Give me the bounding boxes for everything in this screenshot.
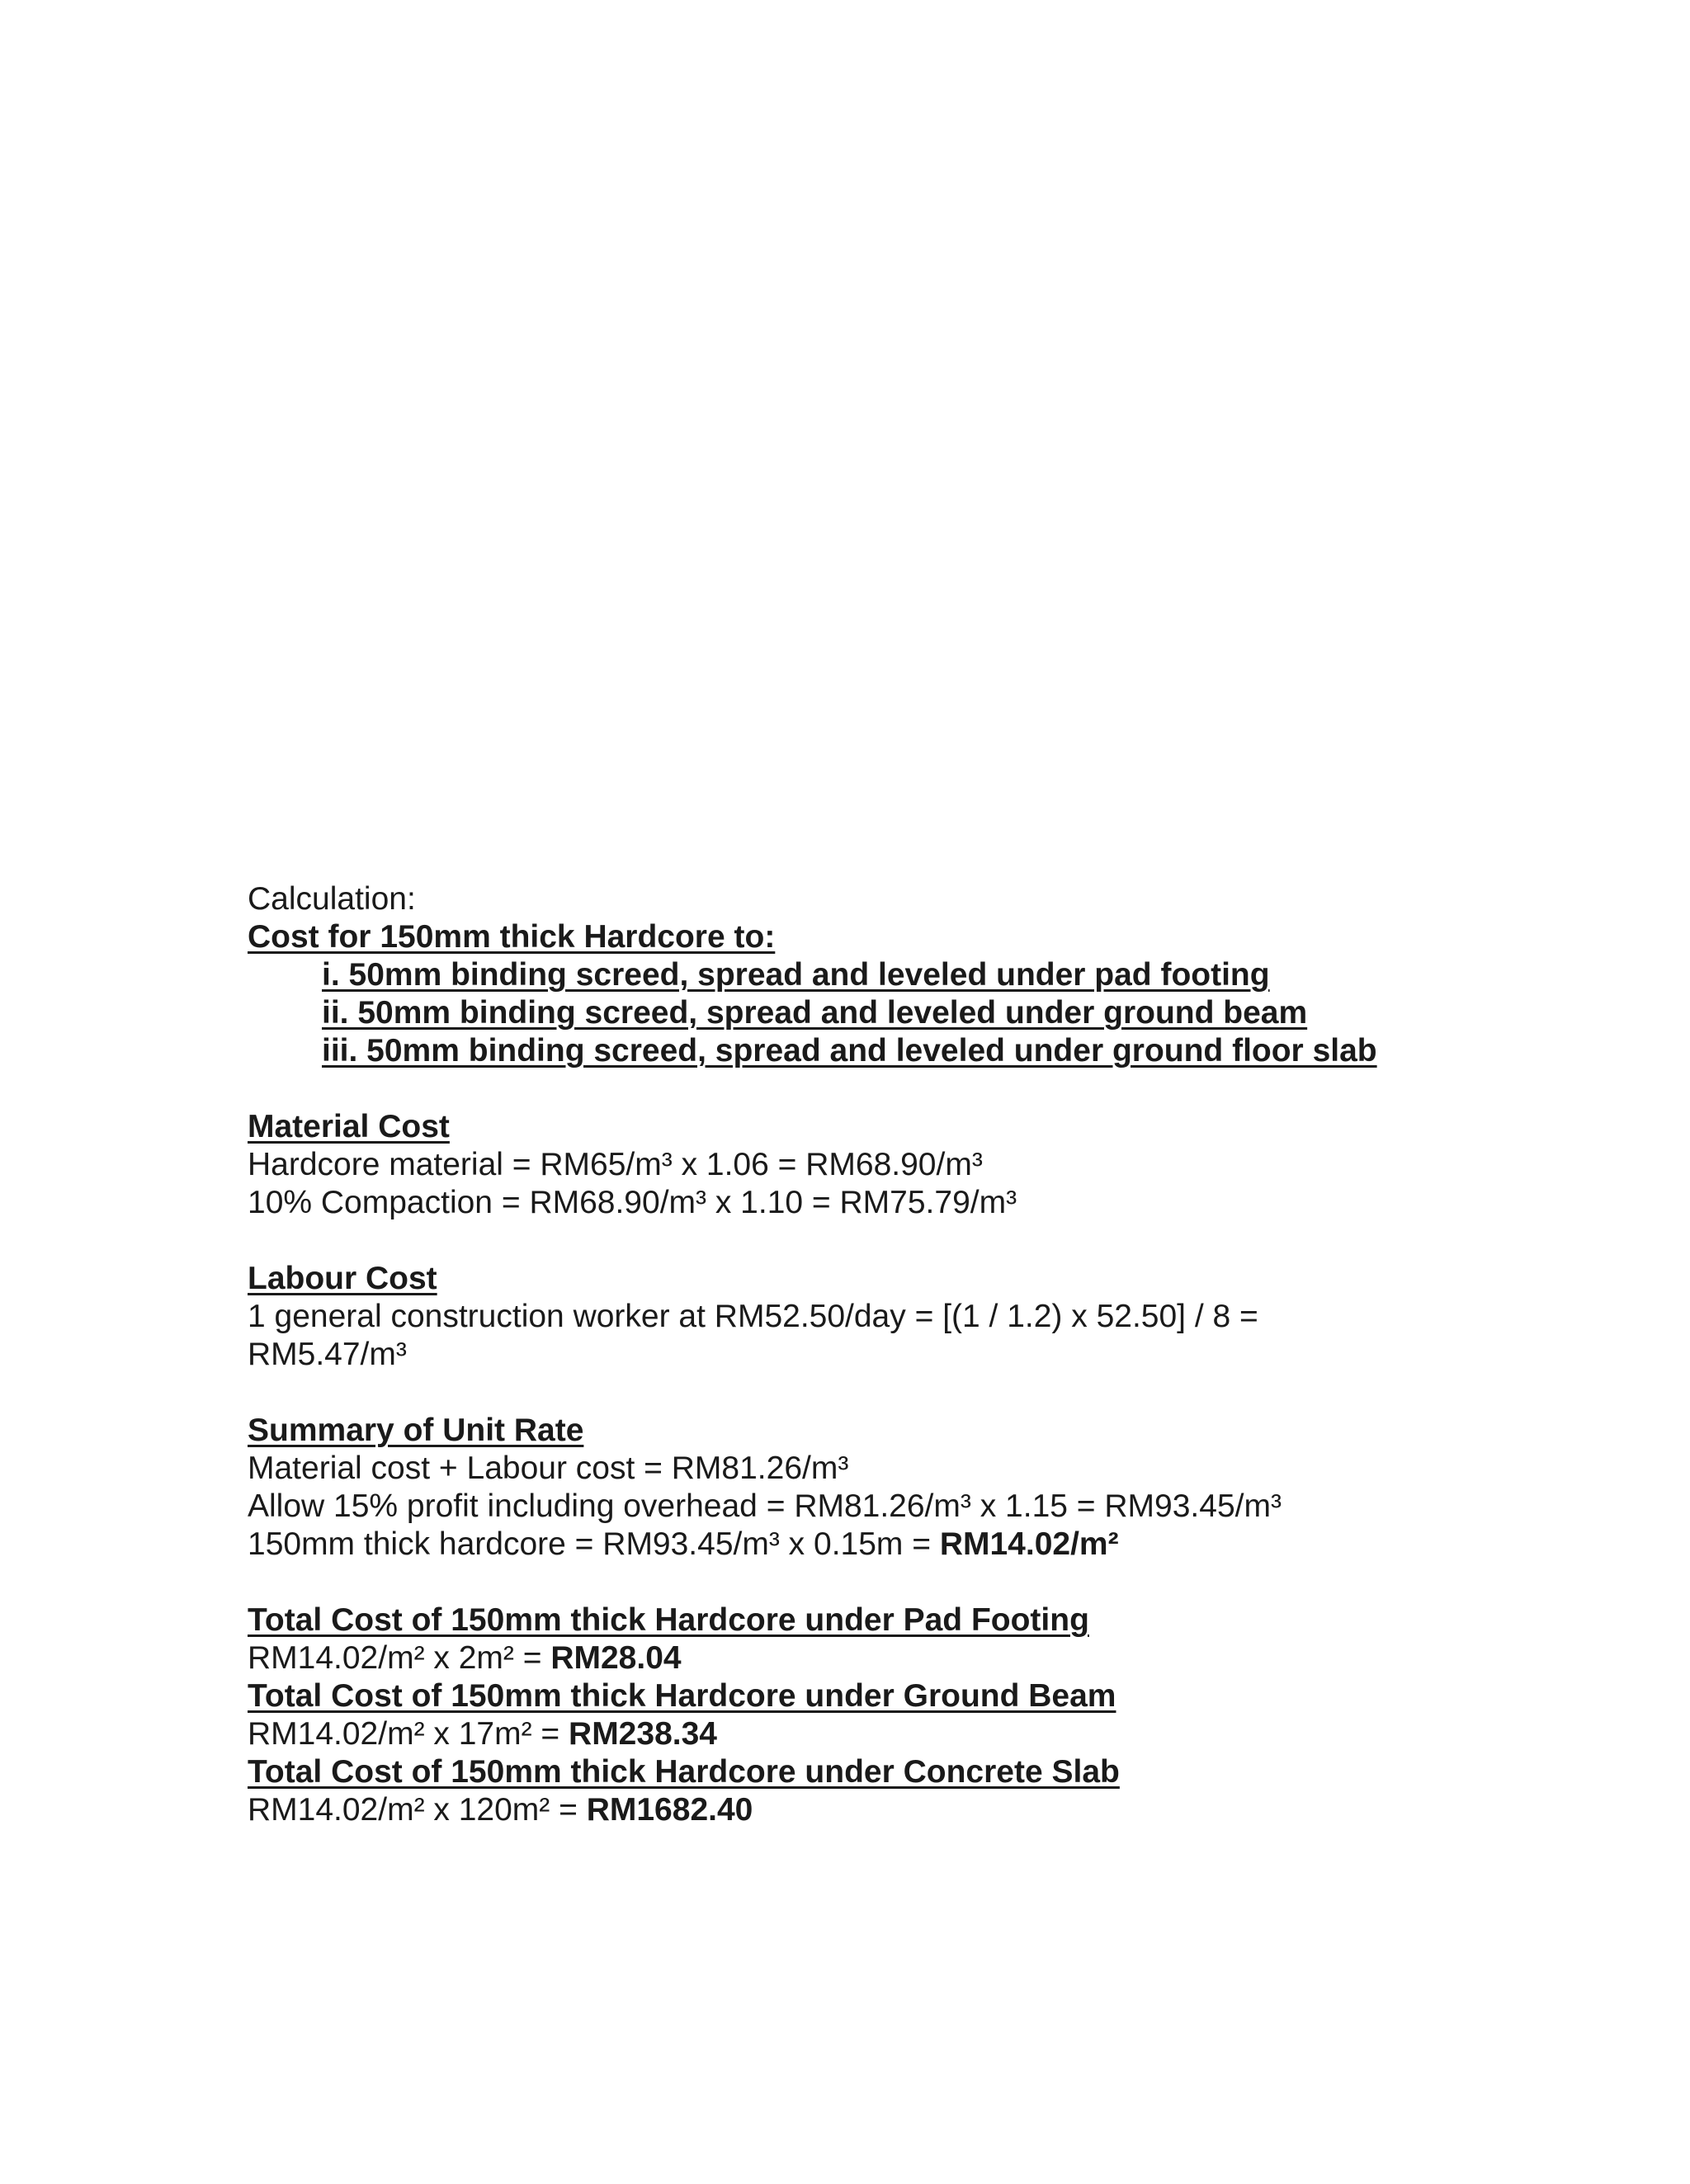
sub-item-ground-floor-slab: iii. 50mm binding screed, spread and leveled under ground floor slab: [322, 1033, 1377, 1068]
total-pad-footing-heading: Total Cost of 150mm thick Hardcore under Pad Footing: [248, 1602, 1089, 1638]
material-cost-line-1: Hardcore material = RM65/m³ x 1.06 = RM68.90/m³: [248, 1147, 983, 1182]
spacer: [248, 1564, 1650, 1601]
total-pad-footing-result: RM28.04: [550, 1640, 682, 1676]
total-ground-beam-formula: RM14.02/m² x 17m² =: [248, 1716, 569, 1752]
summary-line-2: Allow 15% profit including overhead = RM81.26/m³ x 1.15 = RM93.45/m³: [248, 1488, 1282, 1524]
document-body: [248, 880, 1650, 1829]
unit-rate-result: RM14.02/m²: [939, 1526, 1119, 1562]
labour-cost-heading: Labour Cost: [248, 1261, 437, 1296]
sub-item-pad-footing: i. 50mm binding screed, spread and leveled under pad footing: [322, 957, 1270, 993]
summary-line-3-text: 150mm thick hardcore = RM93.45/m³ x 0.15m =: [248, 1526, 940, 1562]
labour-cost-line-2: RM5.47/m³: [248, 1337, 407, 1372]
total-concrete-slab-formula: RM14.02/m² x 120m² =: [248, 1792, 587, 1828]
material-cost-heading: Material Cost: [248, 1109, 450, 1144]
total-concrete-slab-calc: [248, 1791, 1650, 1829]
total-ground-beam-heading: Total Cost of 150mm thick Hardcore under Ground Beam: [248, 1678, 1116, 1714]
total-pad-footing-calc: [248, 1639, 1650, 1677]
total-concrete-slab-result: RM1682.40: [586, 1792, 753, 1828]
spacer: [248, 1070, 1650, 1108]
summary-line-1: Material cost + Labour cost = RM81.26/m³: [248, 1450, 849, 1486]
total-ground-beam-result: RM238.34: [569, 1716, 717, 1752]
material-cost-line-2: 10% Compaction = RM68.90/m³ x 1.10 = RM75.79/m³: [248, 1185, 1017, 1220]
total-concrete-slab-heading: Total Cost of 150mm thick Hardcore under Concrete Slab: [248, 1754, 1120, 1790]
spacer: [248, 1374, 1650, 1412]
summary-heading: Summary of Unit Rate: [248, 1413, 584, 1448]
calculation-label: Calculation:: [248, 881, 416, 917]
labour-cost-line-1: 1 general construction worker at RM52.50/day = [(1 / 1.2) x 52.50] / 8 =: [248, 1299, 1258, 1334]
sub-item-ground-beam: ii. 50mm binding screed, spread and leveled under ground beam: [322, 995, 1308, 1031]
spacer: [248, 1222, 1650, 1260]
total-pad-footing-formula: RM14.02/m² x 2m² =: [248, 1640, 551, 1676]
main-heading: Cost for 150mm thick Hardcore to:: [248, 919, 776, 955]
total-ground-beam-calc: [248, 1715, 1650, 1753]
summary-line-3: [248, 1526, 1650, 1564]
